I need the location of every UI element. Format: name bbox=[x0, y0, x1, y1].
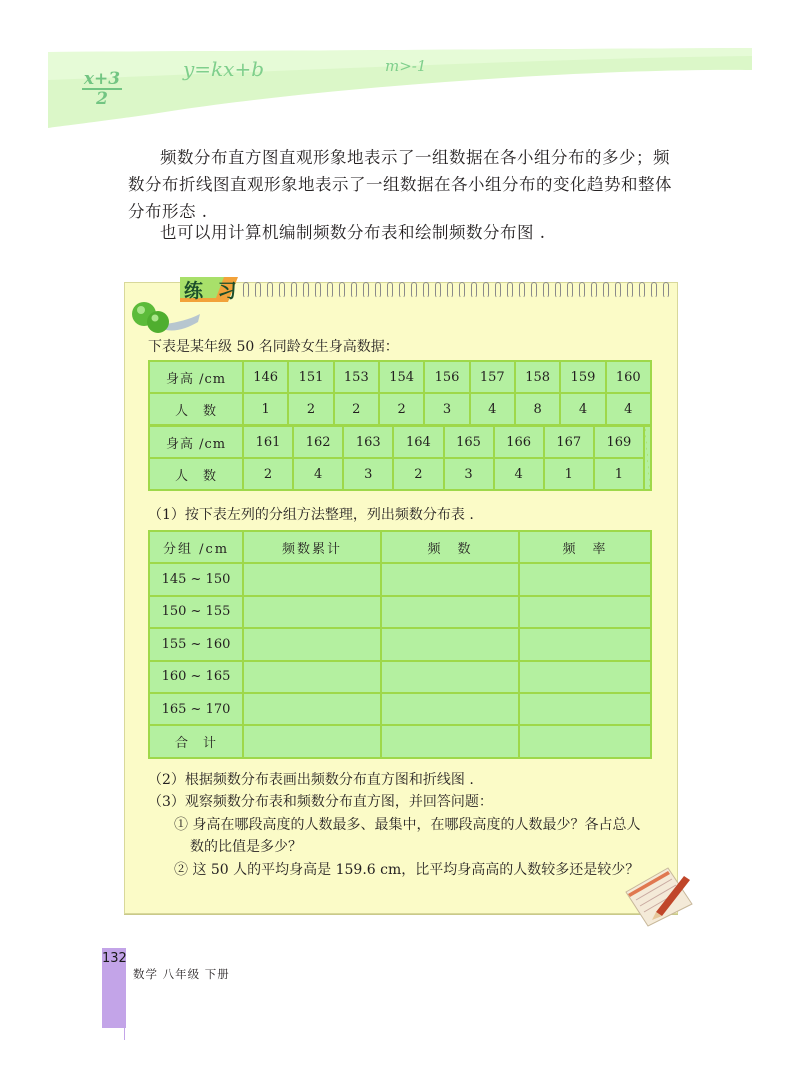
header-group: 分组 /cm bbox=[149, 531, 243, 563]
binder-ring bbox=[456, 280, 468, 300]
empty-cell[interactable] bbox=[243, 563, 381, 595]
binder-ring bbox=[612, 280, 624, 300]
binder-ring bbox=[384, 280, 396, 300]
intro-paragraph-1: 频数分布直方图直观形象地表示了一组数据在各小组分布的多少；频数分布折线图直观形象地表示了一组数据在各小组分布的变化趋势和整体分布形态 . bbox=[128, 148, 672, 221]
row-label-count: 人 数 bbox=[149, 458, 243, 490]
table-cell: 3 bbox=[444, 458, 494, 490]
row-label-height: 身高 /cm bbox=[149, 361, 243, 393]
binder-ring bbox=[312, 280, 324, 300]
question-2: （2）根据频数分布表画出频数分布直方图和折线图 . bbox=[148, 772, 474, 788]
binder-ring bbox=[300, 280, 312, 300]
empty-cell[interactable] bbox=[381, 693, 519, 725]
question-3: （3）观察频数分布表和频数分布直方图，并回答问题： bbox=[148, 794, 493, 810]
binder-ring bbox=[480, 280, 492, 300]
question-3-item-1-line-1: ① 身高在哪段高度的人数最多、最集中，在哪段高度的人数最少？各占总人 bbox=[174, 817, 641, 833]
table-cell: 8 bbox=[515, 393, 560, 425]
binder-ring bbox=[492, 280, 504, 300]
table-row bbox=[149, 661, 651, 693]
empty-cell[interactable] bbox=[243, 693, 381, 725]
height-table-part-1 bbox=[148, 360, 652, 426]
table-row bbox=[149, 426, 651, 458]
binder-ring bbox=[252, 280, 264, 300]
empty-cell[interactable] bbox=[519, 628, 651, 660]
empty-cell[interactable] bbox=[519, 596, 651, 628]
table-cell: 160 bbox=[606, 361, 651, 393]
binder-ring bbox=[276, 280, 288, 300]
table-row bbox=[149, 393, 651, 425]
table-cell: 161 bbox=[243, 426, 293, 458]
group-label: 165 ~ 170 bbox=[149, 693, 243, 725]
table-cell: 165 bbox=[444, 426, 494, 458]
table-cell: 158 bbox=[515, 361, 560, 393]
empty-cell[interactable] bbox=[243, 628, 381, 660]
empty-cell[interactable] bbox=[243, 596, 381, 628]
group-label: 150 ~ 155 bbox=[149, 596, 243, 628]
table-row bbox=[149, 596, 651, 628]
empty-cell[interactable] bbox=[243, 661, 381, 693]
binder-ring bbox=[516, 280, 528, 300]
binder-ring bbox=[564, 280, 576, 300]
table-cell: 4 bbox=[606, 393, 651, 425]
empty-cell[interactable] bbox=[381, 661, 519, 693]
table-cell: 1 bbox=[544, 458, 594, 490]
table-cell: 164 bbox=[393, 426, 443, 458]
table-cell: 166 bbox=[494, 426, 544, 458]
table-cell: 2 bbox=[288, 393, 333, 425]
question-3-item-2: ② 这 50 人的平均身高是 159.6 cm，比平均身高高的人数较多还是较少？ bbox=[174, 862, 640, 878]
empty-cell[interactable] bbox=[519, 661, 651, 693]
table-cell: 146 bbox=[243, 361, 288, 393]
table-cell: 151 bbox=[288, 361, 333, 393]
binder-ring bbox=[540, 280, 552, 300]
table-cell: 2 bbox=[379, 393, 424, 425]
binder-ring bbox=[576, 280, 588, 300]
binder-ring bbox=[636, 280, 648, 300]
binder-ring bbox=[600, 280, 612, 300]
exercise-title: 练 习 bbox=[184, 280, 241, 302]
binder-ring bbox=[528, 280, 540, 300]
header-tally: 频数累计 bbox=[243, 531, 381, 563]
binder-ring bbox=[372, 280, 384, 300]
table-cell: 154 bbox=[379, 361, 424, 393]
table-row bbox=[149, 693, 651, 725]
table-cell: 156 bbox=[424, 361, 469, 393]
table-cell: 2 bbox=[393, 458, 443, 490]
banner-formula-inequality: m>-1 bbox=[385, 57, 427, 75]
frequency-table bbox=[148, 530, 652, 759]
table-cell: 159 bbox=[560, 361, 605, 393]
book-title: 数学 八年级 下册 bbox=[133, 967, 230, 981]
table-cell: 167 bbox=[544, 426, 594, 458]
empty-cell[interactable] bbox=[519, 693, 651, 725]
exercise-intro: 下表是某年级 50 名同龄女生身高数据： bbox=[148, 339, 399, 355]
height-table-part-2 bbox=[148, 425, 652, 491]
table-row bbox=[149, 628, 651, 660]
empty-cell[interactable] bbox=[519, 563, 651, 595]
table-cell: 162 bbox=[293, 426, 343, 458]
question-1: （1）按下表左列的分组方法整理，列出频数分布表 . bbox=[148, 507, 474, 523]
table-header-row bbox=[149, 531, 651, 563]
binder-ring bbox=[432, 280, 444, 300]
binder-ring bbox=[444, 280, 456, 300]
notepad-pencil-icon bbox=[618, 862, 698, 928]
empty-cell[interactable] bbox=[381, 596, 519, 628]
question-3-item-1-line-2: 数的比值是多少？ bbox=[190, 839, 302, 855]
binder-rings bbox=[240, 280, 680, 300]
total-label: 合 计 bbox=[149, 725, 243, 757]
fraction-denominator: 2 bbox=[96, 89, 108, 109]
binder-ring bbox=[504, 280, 516, 300]
binder-ring bbox=[624, 280, 636, 300]
table-row bbox=[149, 725, 651, 757]
table-cell: 4 bbox=[470, 393, 515, 425]
fraction-numerator: x+3 bbox=[83, 69, 121, 89]
banner-formula-fraction bbox=[82, 70, 122, 108]
green-balls-icon bbox=[128, 292, 203, 342]
table-cell: 163 bbox=[343, 426, 393, 458]
empty-cell[interactable] bbox=[243, 725, 381, 757]
table-cell: 4 bbox=[293, 458, 343, 490]
binder-ring bbox=[420, 280, 432, 300]
table-row bbox=[149, 563, 651, 595]
binder-ring bbox=[660, 280, 672, 300]
empty-cell[interactable] bbox=[381, 725, 519, 757]
table-cell: 153 bbox=[334, 361, 379, 393]
table-cell: 2 bbox=[334, 393, 379, 425]
empty-cell[interactable] bbox=[381, 628, 519, 660]
intro-paragraph-2: 也可以用计算机编制频数分布表和绘制频数分布图 . bbox=[160, 223, 546, 242]
empty-cell[interactable] bbox=[519, 725, 651, 757]
banner-formula-linear: y=kx+b bbox=[183, 57, 265, 81]
row-label-height: 身高 /cm bbox=[149, 426, 243, 458]
binder-ring bbox=[360, 280, 372, 300]
binder-ring bbox=[264, 280, 276, 300]
binder-ring bbox=[240, 280, 252, 300]
table-cell: 4 bbox=[560, 393, 605, 425]
table-cell: 4 bbox=[494, 458, 544, 490]
binder-ring bbox=[324, 280, 336, 300]
header-frequency: 频 数 bbox=[381, 531, 519, 563]
binder-ring bbox=[588, 280, 600, 300]
table-row bbox=[149, 458, 651, 490]
binder-ring bbox=[648, 280, 660, 300]
table-cell: 2 bbox=[243, 458, 293, 490]
binder-ring bbox=[288, 280, 300, 300]
page-number: 132 bbox=[102, 951, 127, 966]
binder-ring bbox=[336, 280, 348, 300]
binder-ring bbox=[348, 280, 360, 300]
binder-ring bbox=[396, 280, 408, 300]
row-label-count: 人 数 bbox=[149, 393, 243, 425]
table-cell: 1 bbox=[243, 393, 288, 425]
table-cell: 157 bbox=[470, 361, 515, 393]
group-label: 145 ~ 150 bbox=[149, 563, 243, 595]
empty-diagonal-cell bbox=[644, 426, 651, 490]
table-cell: 1 bbox=[594, 458, 644, 490]
table-cell: 169 bbox=[594, 426, 644, 458]
binder-ring bbox=[408, 280, 420, 300]
binder-ring bbox=[468, 280, 480, 300]
group-label: 155 ~ 160 bbox=[149, 628, 243, 660]
table-cell: 3 bbox=[343, 458, 393, 490]
binder-ring bbox=[552, 280, 564, 300]
table-cell: 3 bbox=[424, 393, 469, 425]
header-relative-frequency: 频 率 bbox=[519, 531, 651, 563]
empty-cell[interactable] bbox=[381, 563, 519, 595]
group-label: 160 ~ 165 bbox=[149, 661, 243, 693]
table-row bbox=[149, 361, 651, 393]
